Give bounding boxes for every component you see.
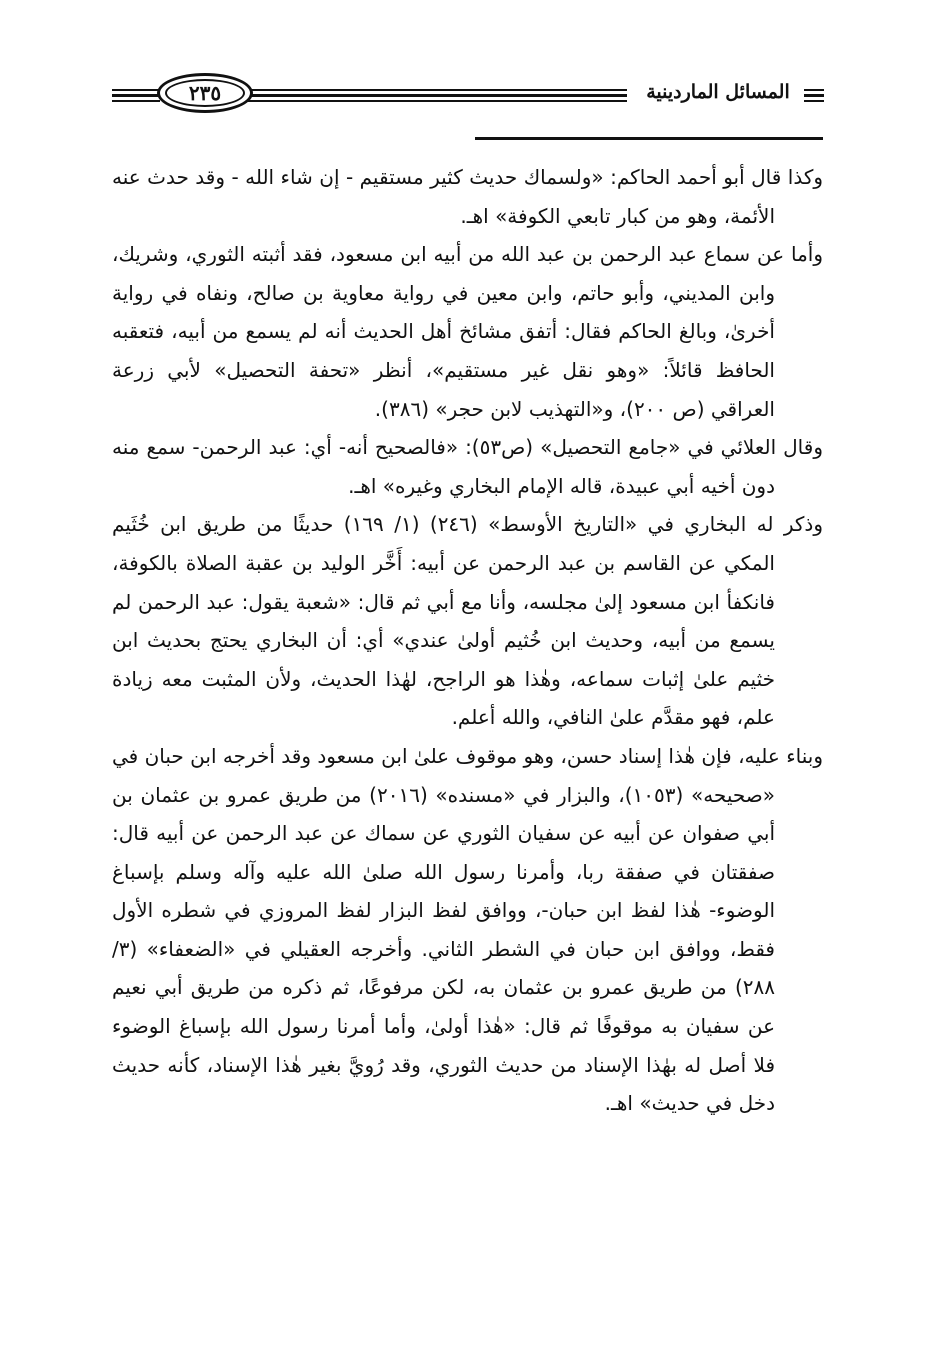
paragraph: وكذا قال أبو أحمد الحاكم: «ولسماك حديث كثير مستقيم - إن شاء الله - وقد حدث عنه الأئمة، وهو من كبار تابعي الكوفة» اهـ.: [112, 165, 823, 228]
paragraph: وأما عن سماع عبد الرحمن بن عبد الله من أبيه ابن مسعود، فقد أثبته الثوري، وشريك، وابن المديني، وأبو حاتم، وابن معين في رواية معاوية بن صالح، ونفاه في رواية أخرىٰ، وبالغ الحاكم فقال: أتفق مشائخ أهل الحديث أنه لم يسمع من أبيه، فتعقبه الحافظ قائلاً: «وهو نقل غير مستقيم»، أنظر «تحفة التحصيل» لأبي زرعة العراقي (ص ٢٠٠)، و«التهذيب لابن حجر» (٣٨٦).: [112, 242, 823, 421]
page-number: ٢٣٥: [165, 79, 245, 107]
header-rule-middle: [247, 89, 627, 102]
page-number-frame: [157, 73, 253, 113]
page-header: [112, 70, 822, 120]
paragraph: وبناء عليه، فإن هٰذا إسناد حسن، وهو موقوف علىٰ ابن مسعود وقد أخرجه ابن حبان في «صحيحه» (١٠٥٣)، والبزار في «مسنده» (٢٠١٦) من طريق عمرو بن عثمان بن أبي صفوان عن أبيه عن سفيان الثوري عن سماك عن عبد الرحمن عن أبيه قال: صفقتان في صفقة ربا، وأمرنا رسول الله صلىٰ الله عليه وآله وسلم بإسباغ الوضوء- هٰذا لفظ ابن حبان-، ووافق لفظ البزار لفظ المروزي في شطره الأول فقط، ووافق ابن حبان في الشطر الثاني. وأخرجه العقيلي في «الضعفاء» (٣/ ٢٨٨) من طريق عمرو بن عثمان به، لكن مرفوعًا، ثم ذكره من طريق أبي نعيم عن سفيان به موقوفًا ثم قال: «هٰذا أولىٰ، وأما أمرنا رسول الله بإسباغ الوضوء فلا أصل له بهٰذا الإسناد من حديث الثوري، وقد رُويَّ بغير هٰذا الإسناد، كأنه حديث دخل في حديث» اهـ.: [112, 743, 823, 1116]
paragraph: وذكر له البخاري في «التاريخ الأوسط» (٢٤٦) (١/ ١٦٩) حديثًا من طريق ابن خُثَيم المكي عن القاسم بن عبد الرحمن عن أبيه: أَخَّر الوليد بن عقبة الصلاة بالكوفة، فانكفأ ابن مسعود إلىٰ مجلسه، وأنا مع أبي ثم قال: «شعبة يقول: عبد الرحمن لم يسمع من أبيه، وحديث ابن خُثيم أولىٰ عندي» أي: أن البخاري يحتج بحديث ابن خثيم علىٰ إثبات سماعه، وهٰذا هو الراجح، لهٰذا الحديث، ولأن المثبت معه زيادة علم، فهو مقدَّم علىٰ النافي، والله أعلم.: [112, 512, 823, 730]
paragraph: وقال العلائي في «جامع التحصيل» (ص٥٣): «فالصحيح أنه- أي: عبد الرحمن- سمع منه دون أخيه أبي عبيدة، قاله الإمام البخاري وغيره» اهـ.: [112, 435, 823, 498]
header-rule-right: [802, 89, 824, 102]
body-text: [112, 158, 823, 1123]
header-rule-left: [112, 89, 160, 102]
footnote-separator-rule: [475, 137, 823, 140]
running-title: المسائل الماردينية: [632, 81, 804, 103]
